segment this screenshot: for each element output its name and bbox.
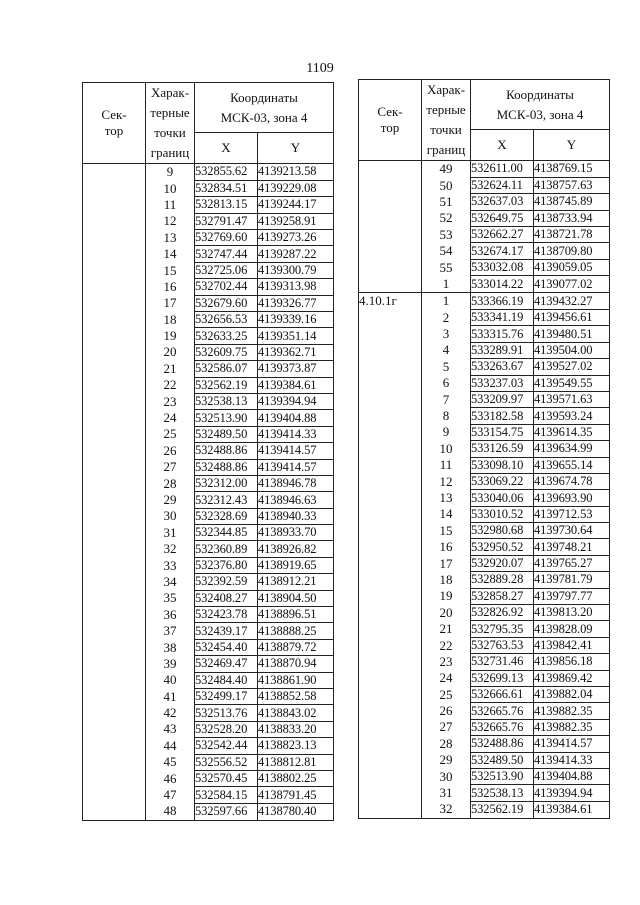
x-coordinate-cell: 532312.43 bbox=[195, 492, 258, 508]
y-coordinate-cell: 4138823.13 bbox=[258, 738, 334, 754]
x-coordinate-cell: 532423.78 bbox=[195, 607, 258, 623]
x-coordinate-cell: 533098.10 bbox=[471, 457, 534, 473]
y-coordinate-cell: 4138852.58 bbox=[258, 689, 334, 705]
x-coordinate-cell: 532376.80 bbox=[195, 557, 258, 573]
point-number-cell: 33 bbox=[146, 557, 195, 573]
table-row bbox=[359, 161, 610, 178]
y-coordinate-cell: 4139842.41 bbox=[534, 637, 610, 653]
point-number-cell: 35 bbox=[146, 590, 195, 606]
x-coordinate-cell: 532556.52 bbox=[195, 754, 258, 770]
y-coordinate-cell: 4139373.87 bbox=[258, 361, 334, 377]
x-coordinate-cell: 532528.20 bbox=[195, 721, 258, 737]
x-coordinate-cell: 532731.46 bbox=[471, 654, 534, 670]
coordinates-table-right bbox=[358, 79, 610, 819]
point-number-cell: 21 bbox=[146, 361, 195, 377]
header-coordinates-label: Координаты МСК-03, зона 4 bbox=[496, 86, 584, 122]
x-coordinate-cell: 532699.13 bbox=[471, 670, 534, 686]
x-coordinate-cell: 532666.61 bbox=[471, 687, 534, 703]
point-number-cell: 16 bbox=[422, 539, 471, 555]
x-coordinate-cell: 533366.19 bbox=[471, 293, 534, 310]
point-number-cell: 28 bbox=[146, 475, 195, 491]
y-coordinate-cell: 4139351.14 bbox=[258, 328, 334, 344]
point-number-cell: 14 bbox=[422, 506, 471, 522]
point-number-cell: 6 bbox=[422, 375, 471, 391]
y-coordinate-cell: 4139674.78 bbox=[534, 473, 610, 489]
x-coordinate-cell: 533315.76 bbox=[471, 326, 534, 342]
x-coordinate-cell: 533010.52 bbox=[471, 506, 534, 522]
y-coordinate-cell: 4139882.04 bbox=[534, 687, 610, 703]
point-number-cell: 19 bbox=[422, 588, 471, 604]
point-number-cell: 46 bbox=[146, 770, 195, 786]
x-coordinate-cell: 532611.00 bbox=[471, 161, 534, 178]
point-number-cell: 45 bbox=[146, 754, 195, 770]
header-x: X bbox=[471, 130, 534, 161]
x-coordinate-cell: 533341.19 bbox=[471, 310, 534, 326]
left-table-body bbox=[83, 164, 334, 821]
point-number-cell: 55 bbox=[422, 259, 471, 275]
point-number-cell: 26 bbox=[422, 703, 471, 719]
point-number-cell: 42 bbox=[146, 705, 195, 721]
x-coordinate-cell: 532439.17 bbox=[195, 623, 258, 639]
x-coordinate-cell: 532858.27 bbox=[471, 588, 534, 604]
y-coordinate-cell: 4139414.33 bbox=[534, 752, 610, 768]
x-coordinate-cell: 532360.89 bbox=[195, 541, 258, 557]
y-coordinate-cell: 4139414.57 bbox=[258, 443, 334, 459]
point-number-cell: 1 bbox=[422, 276, 471, 293]
point-number-cell: 18 bbox=[146, 312, 195, 328]
table-row bbox=[83, 164, 334, 181]
point-number-cell: 11 bbox=[146, 197, 195, 213]
point-number-cell: 30 bbox=[146, 508, 195, 524]
x-coordinate-cell: 532791.47 bbox=[195, 213, 258, 229]
point-number-cell: 29 bbox=[146, 492, 195, 508]
point-number-cell: 31 bbox=[146, 525, 195, 541]
point-number-cell: 14 bbox=[146, 246, 195, 262]
y-coordinate-cell: 4139869.42 bbox=[534, 670, 610, 686]
point-number-cell: 15 bbox=[146, 262, 195, 278]
point-number-cell: 8 bbox=[422, 408, 471, 424]
point-number-cell: 12 bbox=[146, 213, 195, 229]
x-coordinate-cell: 532795.35 bbox=[471, 621, 534, 637]
x-coordinate-cell: 532489.50 bbox=[471, 752, 534, 768]
y-coordinate-cell: 4139394.94 bbox=[258, 393, 334, 409]
x-coordinate-cell: 532538.13 bbox=[471, 785, 534, 801]
y-coordinate-cell: 4138812.81 bbox=[258, 754, 334, 770]
point-number-cell: 16 bbox=[146, 279, 195, 295]
x-coordinate-cell: 532542.44 bbox=[195, 738, 258, 754]
header-y: Y bbox=[258, 133, 334, 164]
x-coordinate-cell: 532489.50 bbox=[195, 426, 258, 442]
y-coordinate-cell: 4139077.02 bbox=[534, 276, 610, 293]
y-coordinate-cell: 4139404.88 bbox=[534, 768, 610, 784]
y-coordinate-cell: 4139781.79 bbox=[534, 572, 610, 588]
y-coordinate-cell: 4138879.72 bbox=[258, 639, 334, 655]
point-number-cell: 17 bbox=[422, 555, 471, 571]
x-coordinate-cell: 532980.68 bbox=[471, 523, 534, 539]
point-number-cell: 27 bbox=[146, 459, 195, 475]
x-coordinate-cell: 532513.76 bbox=[195, 705, 258, 721]
x-coordinate-cell: 532920.07 bbox=[471, 555, 534, 571]
x-coordinate-cell: 532570.45 bbox=[195, 770, 258, 786]
x-coordinate-cell: 533237.03 bbox=[471, 375, 534, 391]
point-number-cell: 2 bbox=[422, 310, 471, 326]
x-coordinate-cell: 532609.75 bbox=[195, 344, 258, 360]
point-number-cell: 47 bbox=[146, 787, 195, 803]
x-coordinate-cell: 532855.62 bbox=[195, 164, 258, 181]
sector-cell bbox=[359, 161, 422, 293]
header-x: X bbox=[195, 133, 258, 164]
x-coordinate-cell: 532488.86 bbox=[471, 736, 534, 752]
point-number-cell: 40 bbox=[146, 672, 195, 688]
point-number-cell: 34 bbox=[146, 574, 195, 590]
y-coordinate-cell: 4139287.22 bbox=[258, 246, 334, 262]
x-coordinate-cell: 532488.86 bbox=[195, 443, 258, 459]
point-number-cell: 29 bbox=[422, 752, 471, 768]
x-coordinate-cell: 532454.40 bbox=[195, 639, 258, 655]
y-coordinate-cell: 4139693.90 bbox=[534, 490, 610, 506]
x-coordinate-cell: 532813.15 bbox=[195, 197, 258, 213]
y-coordinate-cell: 4139813.20 bbox=[534, 605, 610, 621]
coordinates-table-left bbox=[82, 82, 334, 821]
sector-cell bbox=[83, 164, 146, 821]
y-coordinate-cell: 4139339.16 bbox=[258, 312, 334, 328]
point-number-cell: 11 bbox=[422, 457, 471, 473]
y-coordinate-cell: 4138769.15 bbox=[534, 161, 610, 178]
y-coordinate-cell: 4139326.77 bbox=[258, 295, 334, 311]
point-number-cell: 51 bbox=[422, 194, 471, 210]
page-number: 1109 bbox=[306, 61, 334, 76]
y-coordinate-cell: 4138912.21 bbox=[258, 574, 334, 590]
y-coordinate-cell: 4139432.27 bbox=[534, 293, 610, 310]
y-coordinate-cell: 4139593.24 bbox=[534, 408, 610, 424]
x-coordinate-cell: 532538.13 bbox=[195, 393, 258, 409]
x-coordinate-cell: 532484.40 bbox=[195, 672, 258, 688]
point-number-cell: 38 bbox=[146, 639, 195, 655]
point-number-cell: 26 bbox=[146, 443, 195, 459]
x-coordinate-cell: 532665.76 bbox=[471, 719, 534, 735]
x-coordinate-cell: 532513.90 bbox=[471, 768, 534, 784]
y-coordinate-cell: 4139414.33 bbox=[258, 426, 334, 442]
y-coordinate-cell: 4139273.26 bbox=[258, 230, 334, 246]
x-coordinate-cell: 532513.90 bbox=[195, 410, 258, 426]
x-coordinate-cell: 532584.15 bbox=[195, 787, 258, 803]
point-number-cell: 31 bbox=[422, 785, 471, 801]
point-number-cell: 13 bbox=[146, 230, 195, 246]
y-coordinate-cell: 4139480.51 bbox=[534, 326, 610, 342]
y-coordinate-cell: 4138940.33 bbox=[258, 508, 334, 524]
x-coordinate-cell: 533014.22 bbox=[471, 276, 534, 293]
y-coordinate-cell: 4139300.79 bbox=[258, 262, 334, 278]
header-characteristic-points bbox=[146, 83, 195, 164]
point-number-cell: 20 bbox=[422, 605, 471, 621]
y-coordinate-cell: 4139456.61 bbox=[534, 310, 610, 326]
header-coordinates bbox=[195, 83, 334, 133]
point-number-cell: 5 bbox=[422, 359, 471, 375]
point-number-cell: 53 bbox=[422, 227, 471, 243]
x-coordinate-cell: 532826.92 bbox=[471, 605, 534, 621]
point-number-cell: 36 bbox=[146, 607, 195, 623]
y-coordinate-cell: 4139882.35 bbox=[534, 719, 610, 735]
y-coordinate-cell: 4138861.90 bbox=[258, 672, 334, 688]
point-number-cell: 23 bbox=[422, 654, 471, 670]
point-number-cell: 4 bbox=[422, 342, 471, 358]
y-coordinate-cell: 4139414.57 bbox=[258, 459, 334, 475]
y-coordinate-cell: 4139571.63 bbox=[534, 391, 610, 407]
x-coordinate-cell: 532747.44 bbox=[195, 246, 258, 262]
y-coordinate-cell: 4138791.45 bbox=[258, 787, 334, 803]
y-coordinate-cell: 4138896.51 bbox=[258, 607, 334, 623]
y-coordinate-cell: 4139384.61 bbox=[534, 801, 610, 818]
point-number-cell: 25 bbox=[422, 687, 471, 703]
y-coordinate-cell: 4138833.20 bbox=[258, 721, 334, 737]
x-coordinate-cell: 532562.19 bbox=[195, 377, 258, 393]
y-coordinate-cell: 4139394.94 bbox=[534, 785, 610, 801]
x-coordinate-cell: 532469.47 bbox=[195, 656, 258, 672]
x-coordinate-cell: 533154.75 bbox=[471, 424, 534, 440]
y-coordinate-cell: 4138926.82 bbox=[258, 541, 334, 557]
y-coordinate-cell: 4138780.40 bbox=[258, 803, 334, 820]
x-coordinate-cell: 533032.08 bbox=[471, 259, 534, 275]
y-coordinate-cell: 4139404.88 bbox=[258, 410, 334, 426]
point-number-cell: 28 bbox=[422, 736, 471, 752]
point-number-cell: 13 bbox=[422, 490, 471, 506]
x-coordinate-cell: 532488.86 bbox=[195, 459, 258, 475]
header-sector bbox=[359, 80, 422, 161]
y-coordinate-cell: 4139655.14 bbox=[534, 457, 610, 473]
point-number-cell: 32 bbox=[146, 541, 195, 557]
y-coordinate-cell: 4138802.25 bbox=[258, 770, 334, 786]
y-coordinate-cell: 4139730.64 bbox=[534, 523, 610, 539]
point-number-cell: 24 bbox=[422, 670, 471, 686]
table-row bbox=[359, 293, 610, 310]
y-coordinate-cell: 4139797.77 bbox=[534, 588, 610, 604]
y-coordinate-cell: 4139712.53 bbox=[534, 506, 610, 522]
y-coordinate-cell: 4139384.61 bbox=[258, 377, 334, 393]
y-coordinate-cell: 4139828.09 bbox=[534, 621, 610, 637]
point-number-cell: 10 bbox=[146, 180, 195, 196]
header-y: Y bbox=[534, 130, 610, 161]
y-coordinate-cell: 4139244.17 bbox=[258, 197, 334, 213]
point-number-cell: 19 bbox=[146, 328, 195, 344]
point-number-cell: 48 bbox=[146, 803, 195, 820]
point-number-cell: 39 bbox=[146, 656, 195, 672]
point-number-cell: 9 bbox=[422, 424, 471, 440]
point-number-cell: 21 bbox=[422, 621, 471, 637]
point-number-cell: 41 bbox=[146, 689, 195, 705]
point-number-cell: 22 bbox=[146, 377, 195, 393]
point-number-cell: 18 bbox=[422, 572, 471, 588]
y-coordinate-cell: 4139313.98 bbox=[258, 279, 334, 295]
x-coordinate-cell: 533040.06 bbox=[471, 490, 534, 506]
y-coordinate-cell: 4139765.27 bbox=[534, 555, 610, 571]
x-coordinate-cell: 532649.75 bbox=[471, 210, 534, 226]
point-number-cell: 15 bbox=[422, 523, 471, 539]
point-number-cell: 54 bbox=[422, 243, 471, 259]
x-coordinate-cell: 532834.51 bbox=[195, 180, 258, 196]
x-coordinate-cell: 533069.22 bbox=[471, 473, 534, 489]
y-coordinate-cell: 4139414.57 bbox=[534, 736, 610, 752]
x-coordinate-cell: 532637.03 bbox=[471, 194, 534, 210]
y-coordinate-cell: 4138745.89 bbox=[534, 194, 610, 210]
y-coordinate-cell: 4139229.08 bbox=[258, 180, 334, 196]
point-number-cell: 43 bbox=[146, 721, 195, 737]
y-coordinate-cell: 4139258.91 bbox=[258, 213, 334, 229]
x-coordinate-cell: 532392.59 bbox=[195, 574, 258, 590]
x-coordinate-cell: 532597.66 bbox=[195, 803, 258, 820]
header-characteristic-label: Харак- терные точки границ bbox=[426, 82, 466, 157]
x-coordinate-cell: 533209.97 bbox=[471, 391, 534, 407]
x-coordinate-cell: 532950.52 bbox=[471, 539, 534, 555]
x-coordinate-cell: 532499.17 bbox=[195, 689, 258, 705]
y-coordinate-cell: 4139748.21 bbox=[534, 539, 610, 555]
point-number-cell: 52 bbox=[422, 210, 471, 226]
x-coordinate-cell: 533126.59 bbox=[471, 441, 534, 457]
point-number-cell: 17 bbox=[146, 295, 195, 311]
x-coordinate-cell: 532312.00 bbox=[195, 475, 258, 491]
point-number-cell: 20 bbox=[146, 344, 195, 360]
x-coordinate-cell: 532725.06 bbox=[195, 262, 258, 278]
point-number-cell: 27 bbox=[422, 719, 471, 735]
y-coordinate-cell: 4138933.70 bbox=[258, 525, 334, 541]
header-characteristic-points bbox=[422, 80, 471, 161]
y-coordinate-cell: 4139634.99 bbox=[534, 441, 610, 457]
x-coordinate-cell: 532328.69 bbox=[195, 508, 258, 524]
point-number-cell: 25 bbox=[146, 426, 195, 442]
y-coordinate-cell: 4139527.02 bbox=[534, 359, 610, 375]
point-number-cell: 32 bbox=[422, 801, 471, 818]
y-coordinate-cell: 4138733.94 bbox=[534, 210, 610, 226]
point-number-cell: 50 bbox=[422, 177, 471, 193]
x-coordinate-cell: 532562.19 bbox=[471, 801, 534, 818]
point-number-cell: 23 bbox=[146, 393, 195, 409]
x-coordinate-cell: 532408.27 bbox=[195, 590, 258, 606]
y-coordinate-cell: 4139362.71 bbox=[258, 344, 334, 360]
x-coordinate-cell: 532702.44 bbox=[195, 279, 258, 295]
x-coordinate-cell: 532624.11 bbox=[471, 177, 534, 193]
x-coordinate-cell: 532633.25 bbox=[195, 328, 258, 344]
point-number-cell: 12 bbox=[422, 473, 471, 489]
point-number-cell: 10 bbox=[422, 441, 471, 457]
y-coordinate-cell: 4139549.55 bbox=[534, 375, 610, 391]
y-coordinate-cell: 4139504.00 bbox=[534, 342, 610, 358]
y-coordinate-cell: 4138870.94 bbox=[258, 656, 334, 672]
point-number-cell: 24 bbox=[146, 410, 195, 426]
y-coordinate-cell: 4139213.58 bbox=[258, 164, 334, 181]
header-sector-label: Сек- тор bbox=[101, 107, 127, 138]
y-coordinate-cell: 4139882.35 bbox=[534, 703, 610, 719]
y-coordinate-cell: 4138757.63 bbox=[534, 177, 610, 193]
x-coordinate-cell: 533263.67 bbox=[471, 359, 534, 375]
point-number-cell: 3 bbox=[422, 326, 471, 342]
y-coordinate-cell: 4139614.35 bbox=[534, 424, 610, 440]
y-coordinate-cell: 4138888.25 bbox=[258, 623, 334, 639]
point-number-cell: 37 bbox=[146, 623, 195, 639]
x-coordinate-cell: 533182.58 bbox=[471, 408, 534, 424]
x-coordinate-cell: 532344.85 bbox=[195, 525, 258, 541]
header-coordinates-label: Координаты МСК-03, зона 4 bbox=[220, 89, 308, 125]
x-coordinate-cell: 532662.27 bbox=[471, 227, 534, 243]
x-coordinate-cell: 532763.53 bbox=[471, 637, 534, 653]
point-number-cell: 49 bbox=[422, 161, 471, 178]
y-coordinate-cell: 4138946.78 bbox=[258, 475, 334, 491]
sector-cell: 4.10.1г bbox=[359, 293, 422, 819]
y-coordinate-cell: 4138904.50 bbox=[258, 590, 334, 606]
point-number-cell: 1 bbox=[422, 293, 471, 310]
point-number-cell: 7 bbox=[422, 391, 471, 407]
x-coordinate-cell: 532586.07 bbox=[195, 361, 258, 377]
y-coordinate-cell: 4139856.18 bbox=[534, 654, 610, 670]
y-coordinate-cell: 4138721.78 bbox=[534, 227, 610, 243]
point-number-cell: 9 bbox=[146, 164, 195, 181]
point-number-cell: 22 bbox=[422, 637, 471, 653]
y-coordinate-cell: 4139059.05 bbox=[534, 259, 610, 275]
header-sector bbox=[83, 83, 146, 164]
x-coordinate-cell: 532679.60 bbox=[195, 295, 258, 311]
header-characteristic-label: Харак- терные точки границ bbox=[150, 85, 190, 160]
y-coordinate-cell: 4138919.65 bbox=[258, 557, 334, 573]
right-table-body bbox=[359, 161, 610, 819]
header-coordinates bbox=[471, 80, 610, 130]
y-coordinate-cell: 4138843.02 bbox=[258, 705, 334, 721]
y-coordinate-cell: 4138946.63 bbox=[258, 492, 334, 508]
x-coordinate-cell: 532656.53 bbox=[195, 312, 258, 328]
y-coordinate-cell: 4138709.80 bbox=[534, 243, 610, 259]
point-number-cell: 44 bbox=[146, 738, 195, 754]
x-coordinate-cell: 532665.76 bbox=[471, 703, 534, 719]
header-sector-label: Сек- тор bbox=[377, 104, 403, 135]
x-coordinate-cell: 532769.60 bbox=[195, 230, 258, 246]
x-coordinate-cell: 532674.17 bbox=[471, 243, 534, 259]
point-number-cell: 30 bbox=[422, 768, 471, 784]
x-coordinate-cell: 533289.91 bbox=[471, 342, 534, 358]
x-coordinate-cell: 532889.28 bbox=[471, 572, 534, 588]
